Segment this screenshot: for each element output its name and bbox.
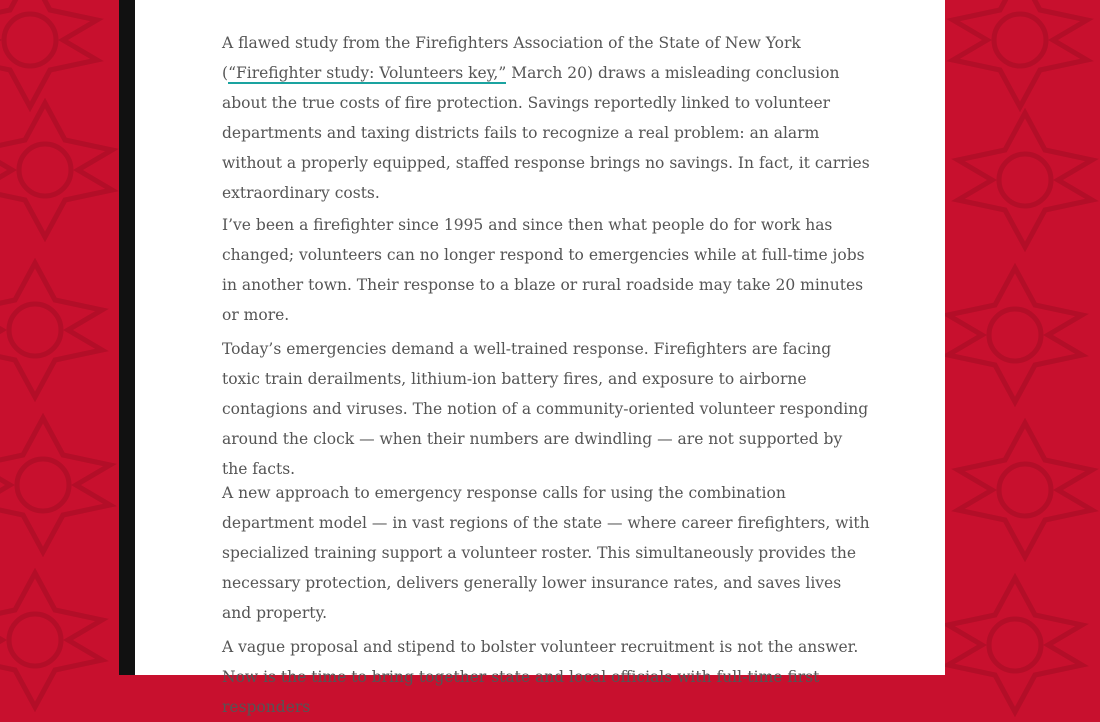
article-card bbox=[135, 0, 945, 716]
article-paragraph-3: Today’s emergencies demand a well-trained response. Firefighters are facing toxic train derailments, lithium-ion battery fires, and exposure to airborne contagions and viruses. The notion of a community-oriented volunteer responding around the clock — when their numbers are dwindling — are not supported by the facts. bbox=[222, 340, 869, 478]
article-paragraph-5: A vague proposal and stipend to bolster volunteer recruitment is not the answer. Now is the time to bring together state and local officials with full-time first responders bbox=[222, 638, 859, 716]
article-paragraph-2: I’ve been a firefighter since 1995 and since then what people do for work has changed; volunteers can no longer respond to emergencies while at full-time jobs in another town. Their response to a blaze or rural roadside may take 20 minutes or more. bbox=[222, 216, 865, 324]
iaff-maltese-cross-watermark-icon bbox=[945, 0, 1095, 115]
card-shadow bbox=[119, 0, 135, 675]
source-article-link[interactable]: “Firefighter study: Volunteers key,” bbox=[228, 64, 507, 82]
iaff-maltese-cross-watermark-icon bbox=[950, 105, 1100, 255]
article-paragraph-1 bbox=[222, 28, 872, 208]
article-paragraph-4: A new approach to emergency response calls for using the combination department model — in vast regions of the state — where career firefighters, with specialized training support a volunteer roster. This simultaneously provides the necessary protection, delivers generally lower insurance rates, and saves lives and property. bbox=[222, 484, 870, 622]
iaff-maltese-cross-watermark-icon bbox=[0, 95, 120, 245]
paragraph-1-text-before: A flawed study from the Firefighters Association of the State of New York ( bbox=[222, 34, 801, 82]
iaff-maltese-cross-watermark-icon bbox=[950, 415, 1100, 565]
iaff-maltese-cross-watermark-icon bbox=[0, 255, 110, 405]
iaff-maltese-cross-watermark-icon bbox=[940, 570, 1090, 720]
iaff-maltese-cross-watermark-icon bbox=[0, 565, 110, 715]
paragraph-1-text-after: March 20) draws a misleading conclusion about the true costs of fire protection. Savings reportedly linked to volunteer departments and taxing districts fails to recognize a real problem: an alarm without a properly equipped, staffed response brings no savings. In fact, it carries extraordinary costs. bbox=[222, 64, 870, 202]
iaff-maltese-cross-watermark-icon bbox=[0, 410, 118, 560]
iaff-maltese-cross-watermark-icon bbox=[940, 260, 1090, 410]
